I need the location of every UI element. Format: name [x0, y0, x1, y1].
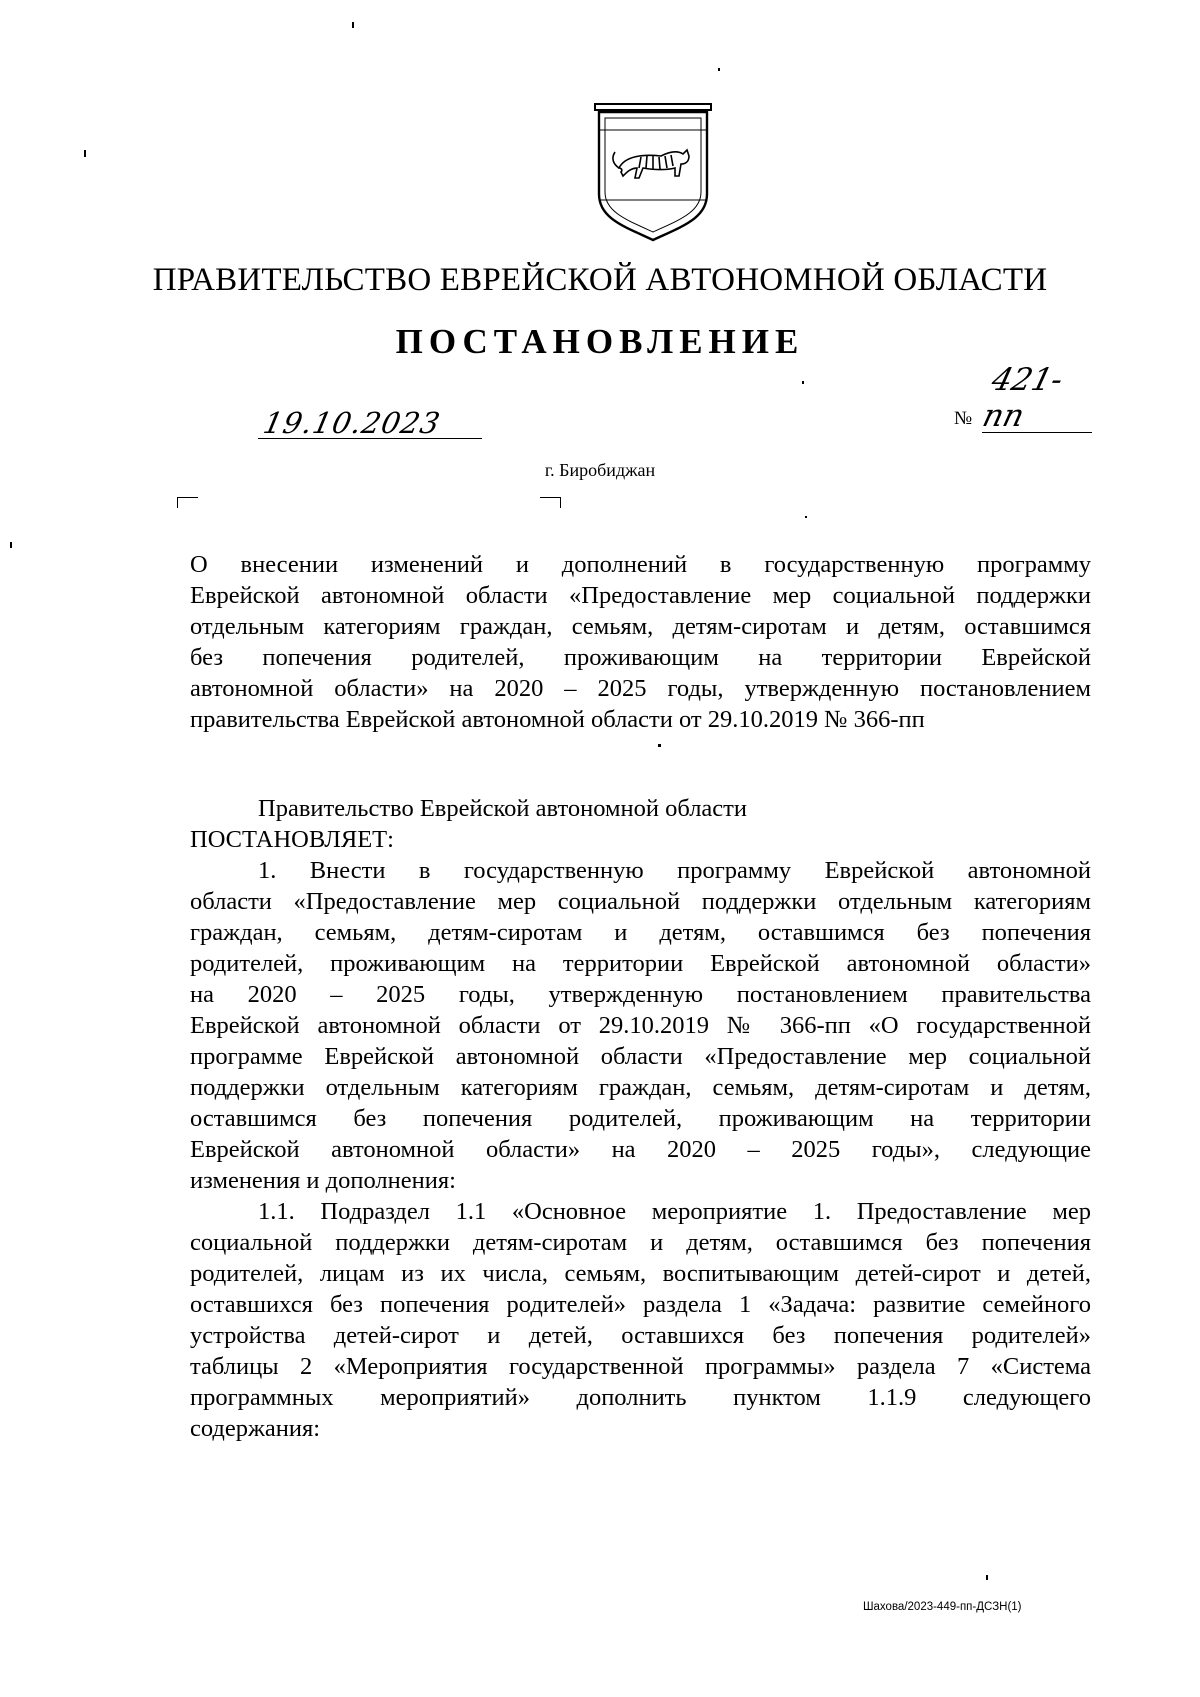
handwritten-date: 19.10.2023: [260, 406, 444, 440]
subject-block: [190, 549, 1091, 735]
item-1-line: 1. Внести в государственную программу Еврейской автономной: [258, 857, 1091, 884]
item-1-line: программе Еврейской автономной области «Предоставление мер социальной: [190, 1043, 1091, 1070]
corner-mark-right: [540, 497, 561, 508]
subject-line: отдельным категориям граждан, семьям, детям-сиротам и детям, оставшимся: [190, 613, 1091, 640]
scan-speck: [718, 68, 720, 71]
item-1-line: граждан, семьям, детям-сиротам и детям, оставшимся без попечения: [190, 919, 1091, 946]
preamble-resolves: ПОСТАНОВЛЯЕТ:: [190, 826, 394, 853]
item-1-line: Еврейской автономной области от 29.10.2019 № 366-пп «О государственной: [190, 1012, 1091, 1039]
item-1-1-line: 1.1. Подраздел 1.1 «Основное мероприятие 1. Предоставление мер: [258, 1198, 1091, 1225]
item-1-line: Еврейской автономной области» на 2020 – 2025 годы», следующие: [190, 1136, 1091, 1163]
item-1-line: оставшимся без попечения родителей, проживающим на территории: [190, 1105, 1091, 1132]
item-1-1-line: устройства детей-сирот и детей, оставшихся без попечения родителей»: [190, 1322, 1091, 1349]
number-field: [979, 362, 1092, 434]
item-1-1-line: таблицы 2 «Мероприятия государственной программы» раздела 7 «Система: [190, 1353, 1091, 1380]
tiger-icon: [613, 150, 689, 178]
scan-speck: [84, 150, 86, 157]
item-1-line: на 2020 – 2025 годы, утвержденную постановлением правительства: [190, 981, 1091, 1008]
item-1-line: родителей, проживающим на территории Еврейской автономной области»: [190, 950, 1091, 977]
subject-line: Еврейской автономной области «Предоставление мер социальной поддержки: [190, 582, 1091, 609]
coat-of-arms-emblem: [591, 102, 715, 242]
item-1-line: области «Предоставление мер социальной поддержки отдельным категориям: [190, 888, 1091, 915]
item-1-line: поддержки отдельным категориям граждан, семьям, детям-сиротам и детям,: [190, 1074, 1091, 1101]
item-1-line: изменения и дополнения:: [190, 1167, 456, 1194]
item-1-1: [190, 1196, 1091, 1444]
corner-mark-left: [177, 497, 198, 508]
preamble: [190, 793, 1091, 855]
scan-speck: [986, 1575, 988, 1580]
footer-reference: Шахова/2023-449-пп-ДСЗН(1): [863, 1601, 1022, 1613]
handwritten-number: 421-пп: [979, 362, 1067, 434]
scan-speck: [802, 381, 804, 384]
subject-line: без попечения родителей, проживающим на территории Еврейской: [190, 644, 1091, 671]
preamble-line: Правительство Еврейской автономной области: [258, 795, 747, 822]
item-1: [190, 855, 1091, 1196]
scan-speck: [805, 516, 807, 518]
date-field: [258, 400, 482, 439]
subject-line: автономной области» на 2020 – 2025 годы, утвержденную постановлением: [190, 675, 1091, 702]
government-title: ПРАВИТЕЛЬСТВО ЕВРЕЙСКОЙ АВТОНОМНОЙ ОБЛАСТИ: [152, 262, 1048, 298]
item-1-1-line: родителей, лицам из их числа, семьям, воспитывающим детей-сирот и детей,: [190, 1260, 1091, 1287]
scan-speck: [10, 542, 12, 548]
city: г. Биробиджан: [544, 460, 656, 480]
item-1-1-line: социальной поддержки детям-сиротам и детям, оставшимся без попечения: [190, 1229, 1091, 1256]
scan-speck: [658, 744, 661, 747]
subject-line: правительства Еврейской автономной области от 29.10.2019 № 366-пп: [190, 706, 925, 733]
item-1-1-line: оставшихся без попечения родителей» раздела 1 «Задача: развитие семейного: [190, 1291, 1091, 1318]
subject-line: О внесении изменений и дополнений в государственную программу: [190, 551, 1091, 578]
item-1-1-line: содержания:: [190, 1415, 321, 1442]
scan-speck: [352, 22, 354, 28]
number-sign: №: [954, 408, 973, 429]
document-type: ПОСТАНОВЛЕНИЕ: [395, 322, 805, 361]
item-1-1-line: программных мероприятий» дополнить пунктом 1.1.9 следующего: [190, 1384, 1091, 1411]
